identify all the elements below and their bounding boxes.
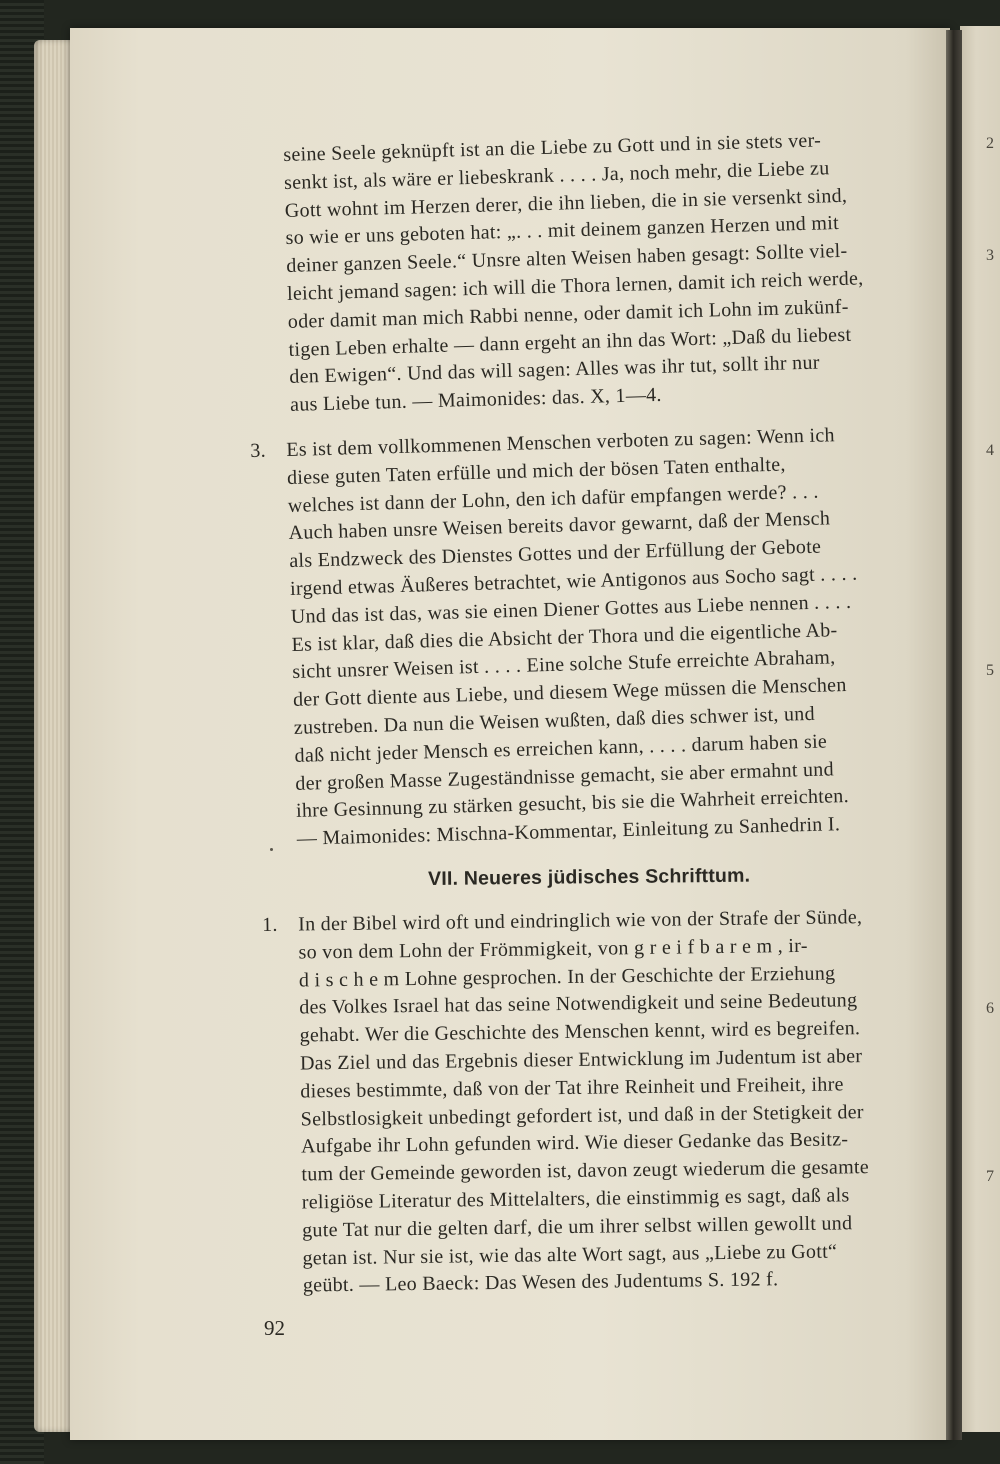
text-line: als Endzweck des Dienstes Gottes und der Erfüllung der Gebote [289,535,822,573]
text-line: tum der Gemeinde geworden ist, davon zeugt wiederum die gesamte [301,1156,870,1186]
text-line: — Maimonides: Mischna-Kommentar, Einleitung zu Sanhedrin I. [296,813,841,851]
text-line: gute Tat nur die gelten darf, die um ihrer selbst willen gewollt und [302,1212,853,1242]
text-line: getan ist. Nur sie ist, wie das alte Wort sagt, aus „Liebe zu Gott“ [302,1240,838,1270]
text-line: diese guten Taten erfülle und mich der bösen Taten enthalte, [286,453,786,489]
text-line-content: Es ist dem vollkommenen Menschen verboten zu sagen: Wenn ich [286,424,836,462]
text-line: der großen Masse Zugeständnisse gemacht, sie aber ermahnt und [295,757,835,795]
text-line: Es ist klar, daß dies die Absicht der Thora und die eigentliche Ab- [291,618,838,656]
text-line: Und das ist das, was sie einen Diener Gottes aus Liebe nennen . . . . [290,590,852,628]
text-line: Aufgabe ihr Lohn gefunden wird. Wie dieser Gedanke das Besitz- [300,1128,849,1158]
facing-page-number: 7 [986,1168,994,1185]
text-line: aus Liebe tun. — Maimonides: das. X, 1—4. [289,384,662,417]
facing-page-number: 4 [986,442,994,459]
paragraph-3 [250,418,1000,855]
text-line: Das Ziel und das Ergebnis dieser Entwicklung im Judentum ist aber [299,1045,863,1075]
text-line: ihre Gesinnung zu stärken gesucht, bis sie die Wahrheit erreichten. [295,785,850,823]
facing-page-number: 5 [986,662,994,679]
facing-page-number: 3 [986,247,994,264]
text-line: irgend etwas Äußeres betrachtet, wie Antigonos aus Socho sagt . . . . [289,562,858,600]
text-line: so wie er uns geboten hat: „. . . mit deinem ganzen Herzen und mit [285,212,840,250]
text-line: den Ewigen“. Und das will sagen: Alles was ihr tut, sollt ihr nur [289,351,821,389]
text-line: senkt ist, als wäre er liebeskrank . . . . Ja, noch mehr, die Liebe zu [283,157,830,194]
text-line: geübt. — Leo Baeck: Das Wesen des Judentums S. 192 f. [302,1268,779,1297]
text-line: religiöse Literatur des Mittelalters, die einstimmig es sagt, daß als [301,1184,850,1214]
text-line: sicht unsrer Weisen ist . . . . Eine solche Stufe erreichte Abraham, [292,646,836,684]
text-line: oder damit man mich Rabbi nenne, oder damit ich Lohn im zukünf- [287,295,849,333]
text-line: leicht jemand sagen: ich will die Thora lernen, damit ich reich werde, [286,267,864,305]
print-speck [270,848,273,851]
section-heading: VII. Neueres jüdisches Schrifttum. [428,864,751,890]
text-line: Selbstlosigkeit unbedingt gefordert ist, und daß in der Stetigkeit der [300,1100,864,1131]
text-line: seine Seele geknüpft ist an die Liebe zu Gott und in sie stets ver- [283,129,822,166]
text-line: der Gott diente aus Liebe, und diesem Wege müssen die Menschen [292,674,847,712]
text-line: welches ist dann der Lohn, den ich dafür empfangen werde? . . . [287,480,819,517]
text-line: Auch haben unsre Weisen bereits davor gewarnt, daß der Mensch [288,507,831,545]
text-line: so von dem Lohn der Frömmigkeit, von g r e i f b a r e m , ir- [298,934,808,964]
text-line: daß nicht jeder Mensch es erreichen kann, . . . . darum haben sie [294,730,828,767]
paragraph-1 [262,902,1000,1301]
paragraph-continuation [283,124,960,420]
paragraph-number: 1. [262,913,278,936]
text-line: gehabt. Wer die Geschichte des Menschen kennt, wird es begreifen. [299,1017,861,1047]
facing-page-number: 6 [986,1000,994,1017]
text-line: des Volkes Israel hat das seine Notwendigkeit und seine Bedeutung [299,989,858,1019]
text-line: dieses bestimmte, daß von der Tat ihre Reinheit und Freiheit, ihre [300,1073,844,1103]
text-line: zustreben. Da nun die Weisen wußten, daß dies schwer ist, und [293,702,816,739]
page-number: 92 [264,1316,285,1340]
text-line: Gott wohnt im Herzen derer, die ihn lieben, die in sie versenkt sind, [284,184,848,222]
text-line-content: In der Bibel wird oft und eindringlich wie von der Strafe der Sünde, [298,906,863,936]
text-line: tigen Leben erhalte — dann ergeht an ihn das Wort: „Daß du liebest [288,323,852,361]
paragraph-number: 3. [250,439,267,462]
text-line: deiner ganzen Seele.“ Unsre alten Weisen haben gesagt: Sollte viel- [286,239,848,278]
facing-page-number: 2 [986,135,994,152]
text-line: d i s c h e m Lohne gesprochen. In der Geschichte der Erziehung [298,962,836,992]
